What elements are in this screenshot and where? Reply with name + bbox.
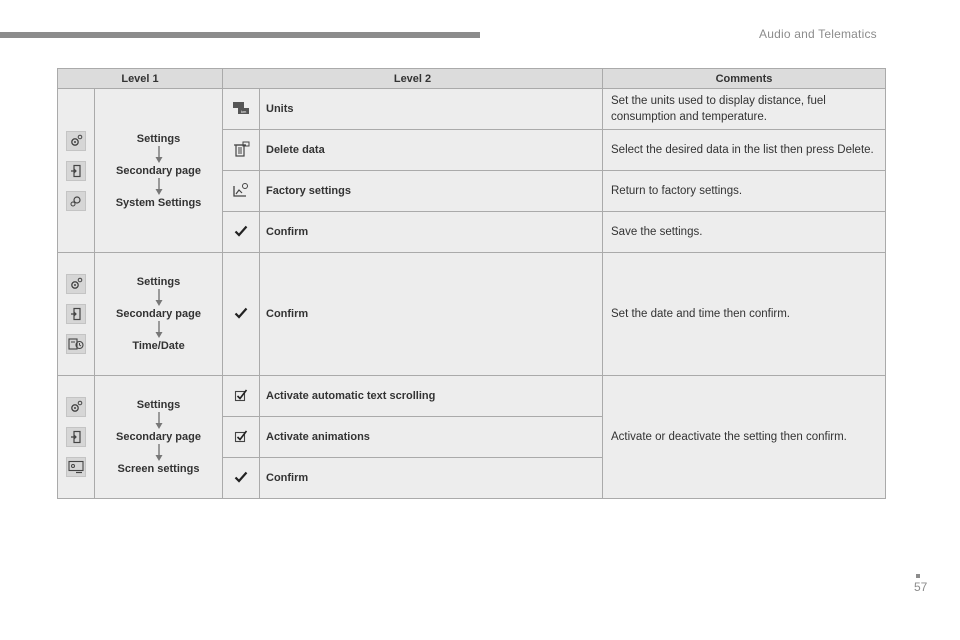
level1-icons <box>58 253 95 376</box>
level2-label: Confirm <box>260 458 603 499</box>
column-header: Level 2 <box>223 69 603 89</box>
section-title: Audio and Telematics <box>759 27 877 41</box>
menu-path <box>95 376 223 499</box>
arrow-down-icon <box>154 444 164 462</box>
comment-cell: Set the units used to display distance, fuel consumption and temperature. <box>603 89 886 130</box>
level2-label: Activate automatic text scrolling <box>260 376 603 417</box>
comment-cell: Select the desired data in the list then press Delete. <box>603 130 886 171</box>
menu-path <box>95 89 223 253</box>
menu-path-step: Secondary page <box>116 308 201 320</box>
arrow-down-icon <box>154 321 164 339</box>
svg-text:km: km <box>241 108 247 114</box>
level2-label: Delete data <box>260 130 603 171</box>
gear-icon <box>66 397 86 417</box>
menu-path-step: Settings <box>136 132 181 145</box>
arrow-down-icon <box>154 412 164 430</box>
level2-label: Units <box>260 89 603 130</box>
column-header: Comments <box>603 69 886 89</box>
table-header-row <box>58 69 886 89</box>
arrow-down-icon <box>154 178 164 196</box>
checkbox-icon <box>234 388 248 402</box>
system-settings-icon <box>66 191 86 211</box>
settings-table <box>57 68 886 499</box>
checkmark-icon <box>234 225 248 237</box>
level2-icon-cell <box>223 89 260 130</box>
column-header: Level 1 <box>58 69 223 89</box>
comment-cell: Activate or deactivate the setting then confirm. <box>603 376 886 499</box>
level2-icon-cell <box>223 253 260 376</box>
level2-icon-cell <box>223 376 260 417</box>
header-rule <box>0 32 480 38</box>
menu-path-step: Screen settings <box>117 463 200 475</box>
menu-path-step: Secondary page <box>116 164 201 177</box>
checkmark-icon <box>234 471 248 483</box>
secondary-page-icon <box>66 161 86 181</box>
level2-label: Factory settings <box>260 171 603 212</box>
table-row <box>58 376 886 417</box>
comment-cell: Return to factory settings. <box>603 171 886 212</box>
level1-icons <box>58 89 95 253</box>
checkmark-icon <box>234 307 248 319</box>
arrow-down-icon <box>154 289 164 307</box>
gear-icon <box>66 131 86 151</box>
menu-path-step: Settings <box>136 276 181 288</box>
level2-icon-cell <box>223 417 260 458</box>
menu-path-step: Time/Date <box>132 340 185 352</box>
level2-icon-cell <box>223 130 260 171</box>
comment-cell: Save the settings. <box>603 212 886 253</box>
level2-icon-cell <box>223 212 260 253</box>
menu-path-step: Settings <box>136 399 181 411</box>
arrow-down-icon <box>154 146 164 164</box>
level2-label: Confirm <box>260 212 603 253</box>
time-date-icon <box>66 334 86 354</box>
level2-icon-cell <box>223 171 260 212</box>
menu-path <box>95 253 223 376</box>
level2-icon-cell <box>223 458 260 499</box>
units-icon <box>232 100 250 116</box>
level1-icons <box>58 376 95 499</box>
factory-reset-icon <box>232 182 250 198</box>
trash-icon <box>232 140 250 158</box>
gear-icon <box>66 274 86 294</box>
table-row <box>58 253 886 376</box>
secondary-page-icon <box>66 304 86 324</box>
checkbox-icon <box>234 429 248 443</box>
menu-path-step: Secondary page <box>116 431 201 443</box>
table-row <box>58 89 886 130</box>
menu-path-step: System Settings <box>115 196 202 209</box>
page-number: 57 <box>914 580 928 594</box>
secondary-page-icon <box>66 427 86 447</box>
comment-cell: Set the date and time then confirm. <box>603 253 886 376</box>
level2-label: Activate animations <box>260 417 603 458</box>
level2-label: Confirm <box>260 253 603 376</box>
screen-settings-icon <box>66 457 86 477</box>
